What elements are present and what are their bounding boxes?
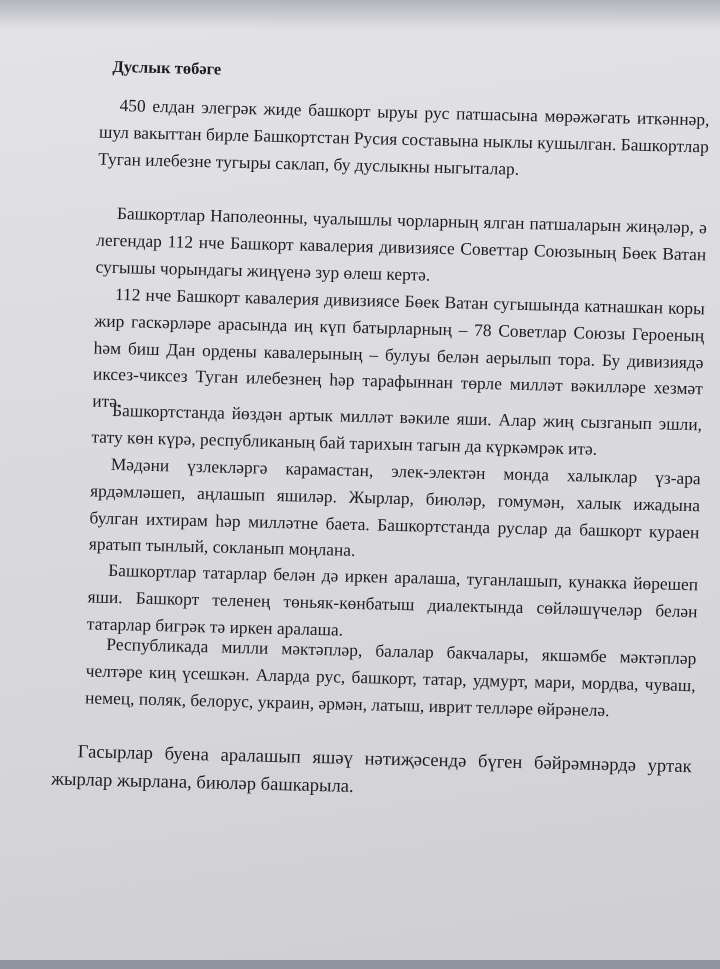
paragraph-7: Республикада милли мәктәпләр, балалар бакчалары, якшәмбе мәктәпләр челтәре киң үсешкән. Аларда рус, башкорт, татар, удмурт, мари, мордва, чуваш, немец, поляк, белорус, украин, әрмән, латыш, иврит телләре өйрәнелә.: [84, 633, 697, 720]
paragraph-5: Мәдәни үзлекләргә карамастан, элек-электән монда халыклар үз-ара ярдәмләшеп, аңлашып яшиләр. Жырлар, биюләр, гомумән, халык ижадына булган ихтирам һәр милләтне баета. Башкортстанда руслар да башкорт кураен яратып тынлый, сокланып моңлана.: [88, 453, 701, 561]
paragraph-2: Башкортлар Наполеонны, чуалышлы чорларның ялган патшаларын жиңәләр, ә легендар 112 нче Башкорт кавалерия дивизиясе Советтар Союзының Бөек Ватан сугышы чорындагы жиңүенә зур өлеш кертә.: [95, 203, 708, 285]
paragraph-1: 450 елдан элегрәк жиде башкорт ыруы рус патшасына мөрәжәгать иткәннәр, шул вакыттан бирле Башкортстан Русия составына ныклы кушылган. Башкортлар Туган илебезне тугыры саклап, бу дуслыкны ныгыталар.: [98, 95, 710, 179]
paragraph-4: Башкортстанда йөздән артык милләт вәкиле яши. Алар жиң сызганып эшли, тату көн күрә, республиканың бай тарихын тагын да күркәмрәк итә.: [91, 399, 703, 459]
paragraph-6: Башкортлар татарлар белән дә иркен аралаша, туганлашып, кунакка йөрешеп яши. Башкорт теленең төньяк-көнбатыш диалектында сөйләшүчеләр белән татарлар бигрәк тә иркен аралаша.: [86, 559, 699, 640]
paragraph-3: 112 нче Башкорт кавалерия дивизиясе Бөек Ватан сугышында катнашкан коры жир гаскәрләре арасында иң күп батырларның – 78 Советлар Союзы Героеның һәм биш Дан ордены кавалерының – булуы белән аерылып тора. Бу дивизиядә иксез-чиксез Туган илебезнең һәр тарафыннан төрле милләт вәкилләре хезмәт итә.: [92, 283, 706, 412]
paragraph-8: Гасырлар буена аралашып яшәү нәтиҗәсендә бүген бәйрәмнәрдә уртак жырлар жырлана, биюләр башкарыла.: [50, 741, 692, 797]
document-title: Дуслык төбәге: [112, 56, 222, 79]
